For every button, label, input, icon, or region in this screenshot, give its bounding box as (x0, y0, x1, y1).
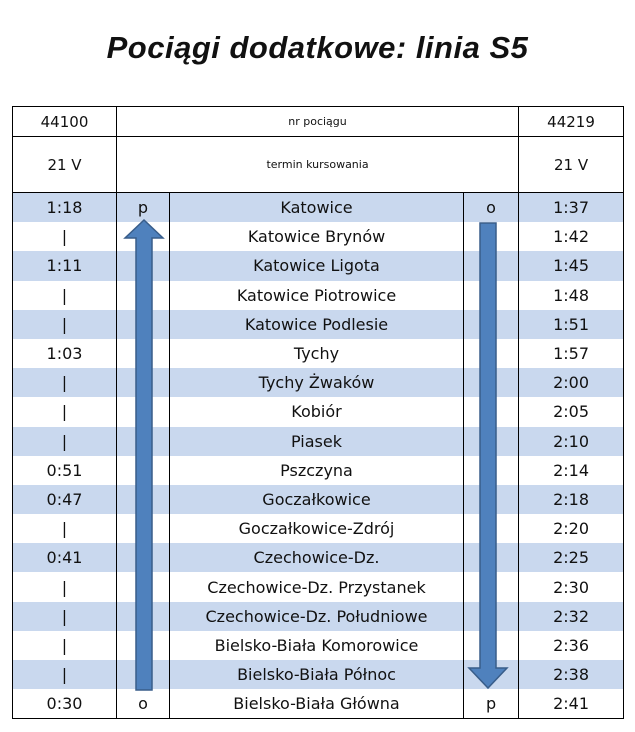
stop-flag-44100 (117, 251, 170, 280)
departure-time-44100: 1:11 (13, 251, 117, 280)
stop-flag-44100 (117, 339, 170, 368)
departure-time-44100: | (13, 368, 117, 397)
timetable (12, 106, 624, 719)
departure-time-44100: | (13, 310, 117, 339)
table-row (13, 368, 624, 397)
departure-time-44100: | (13, 397, 117, 426)
departure-time-44219: 2:18 (519, 485, 624, 514)
station-name: Pszczyna (170, 456, 464, 485)
departure-time-44100: | (13, 631, 117, 660)
departure-time-44219: 2:30 (519, 572, 624, 601)
station-name: Katowice Ligota (170, 251, 464, 280)
header-row-running-days (13, 137, 624, 193)
left-train-number: 44100 (13, 107, 117, 137)
stop-flag-44100 (117, 397, 170, 426)
table-row (13, 222, 624, 251)
table-row (13, 251, 624, 280)
stop-flag-44100 (117, 310, 170, 339)
stop-flag-44100 (117, 485, 170, 514)
stop-flag-44219 (464, 456, 519, 485)
departure-time-44219: 2:05 (519, 397, 624, 426)
departure-time-44100: | (13, 427, 117, 456)
stop-flag-44219 (464, 514, 519, 543)
table-row (13, 281, 624, 310)
stop-flag-44219 (464, 339, 519, 368)
table-row (13, 660, 624, 689)
departure-time-44219: 1:37 (519, 193, 624, 223)
station-name: Czechowice-Dz. (170, 543, 464, 572)
departure-time-44100: | (13, 602, 117, 631)
stop-flag-44100 (117, 427, 170, 456)
departure-time-44219: 2:36 (519, 631, 624, 660)
station-name: Bielsko-Biała Północ (170, 660, 464, 689)
stop-flag-44100 (117, 456, 170, 485)
station-name: Piasek (170, 427, 464, 456)
station-name: Tychy (170, 339, 464, 368)
station-name: Bielsko-Biała Główna (170, 689, 464, 719)
departure-time-44219: 1:57 (519, 339, 624, 368)
departure-time-44219: 2:20 (519, 514, 624, 543)
station-name: Goczałkowice-Zdrój (170, 514, 464, 543)
stop-flag-44219 (464, 602, 519, 631)
stop-flag-44219 (464, 631, 519, 660)
right-train-number: 44219 (519, 107, 624, 137)
departure-time-44100: 1:18 (13, 193, 117, 223)
station-name: Goczałkowice (170, 485, 464, 514)
stop-flag-44219 (464, 660, 519, 689)
departure-time-44100: | (13, 281, 117, 310)
stop-flag-44100 (117, 222, 170, 251)
stop-flag-44219 (464, 251, 519, 280)
stop-flag-44219 (464, 281, 519, 310)
table-row (13, 572, 624, 601)
station-name: Czechowice-Dz. Południowe (170, 602, 464, 631)
stop-flag-44219 (464, 222, 519, 251)
table-row (13, 427, 624, 456)
stop-flag-44100 (117, 572, 170, 601)
departure-time-44100: 0:51 (13, 456, 117, 485)
stop-flag-44219 (464, 543, 519, 572)
page-title: Pociągi dodatkowe: linia S5 (106, 30, 529, 65)
station-name: Bielsko-Biała Komorowice (170, 631, 464, 660)
station-name: Katowice Brynów (170, 222, 464, 251)
train-number-label: nr pociągu (117, 107, 519, 137)
departure-time-44219: 2:14 (519, 456, 624, 485)
departure-time-44100: 0:41 (13, 543, 117, 572)
departure-time-44100: | (13, 660, 117, 689)
stop-flag-44100 (117, 631, 170, 660)
station-name: Czechowice-Dz. Przystanek (170, 572, 464, 601)
station-name: Katowice (170, 193, 464, 223)
stop-flag-44219 (464, 368, 519, 397)
stop-flag-44219: p (464, 689, 519, 719)
departure-time-44100: | (13, 572, 117, 601)
station-name: Kobiór (170, 397, 464, 426)
right-running-days: 21 V (519, 137, 624, 193)
stop-flag-44100: o (117, 689, 170, 719)
table-row (13, 397, 624, 426)
table-row (13, 193, 624, 223)
departure-time-44219: 2:38 (519, 660, 624, 689)
stop-flag-44219 (464, 485, 519, 514)
stop-flag-44219: o (464, 193, 519, 223)
stop-flag-44219 (464, 310, 519, 339)
departure-time-44100: 1:03 (13, 339, 117, 368)
departure-time-44219: 2:10 (519, 427, 624, 456)
stop-flag-44100 (117, 368, 170, 397)
departure-time-44219: 2:00 (519, 368, 624, 397)
stop-flag-44100 (117, 281, 170, 310)
table-row (13, 456, 624, 485)
table-row (13, 514, 624, 543)
table-row (13, 339, 624, 368)
departure-time-44219: 1:42 (519, 222, 624, 251)
stop-flag-44100 (117, 602, 170, 631)
departure-time-44100: 0:47 (13, 485, 117, 514)
departure-time-44219: 2:41 (519, 689, 624, 719)
stop-flag-44100 (117, 543, 170, 572)
table-row (13, 310, 624, 339)
table-row (13, 631, 624, 660)
stop-flag-44100 (117, 660, 170, 689)
station-name: Katowice Piotrowice (170, 281, 464, 310)
departure-time-44219: 1:51 (519, 310, 624, 339)
header-row-train-number (13, 107, 624, 137)
running-days-label: termin kursowania (117, 137, 519, 193)
departure-time-44100: | (13, 514, 117, 543)
table-row (13, 602, 624, 631)
left-running-days: 21 V (13, 137, 117, 193)
table-row (13, 543, 624, 572)
stop-flag-44100: p (117, 193, 170, 223)
departure-time-44219: 1:48 (519, 281, 624, 310)
departure-time-44219: 2:32 (519, 602, 624, 631)
stop-flag-44219 (464, 572, 519, 601)
table-row (13, 689, 624, 719)
stop-flag-44100 (117, 514, 170, 543)
departure-time-44219: 2:25 (519, 543, 624, 572)
stop-flag-44219 (464, 427, 519, 456)
station-name: Tychy Żwaków (170, 368, 464, 397)
departure-time-44219: 1:45 (519, 251, 624, 280)
table-row (13, 485, 624, 514)
departure-time-44100: | (13, 222, 117, 251)
station-name: Katowice Podlesie (170, 310, 464, 339)
departure-time-44100: 0:30 (13, 689, 117, 719)
stop-flag-44219 (464, 397, 519, 426)
